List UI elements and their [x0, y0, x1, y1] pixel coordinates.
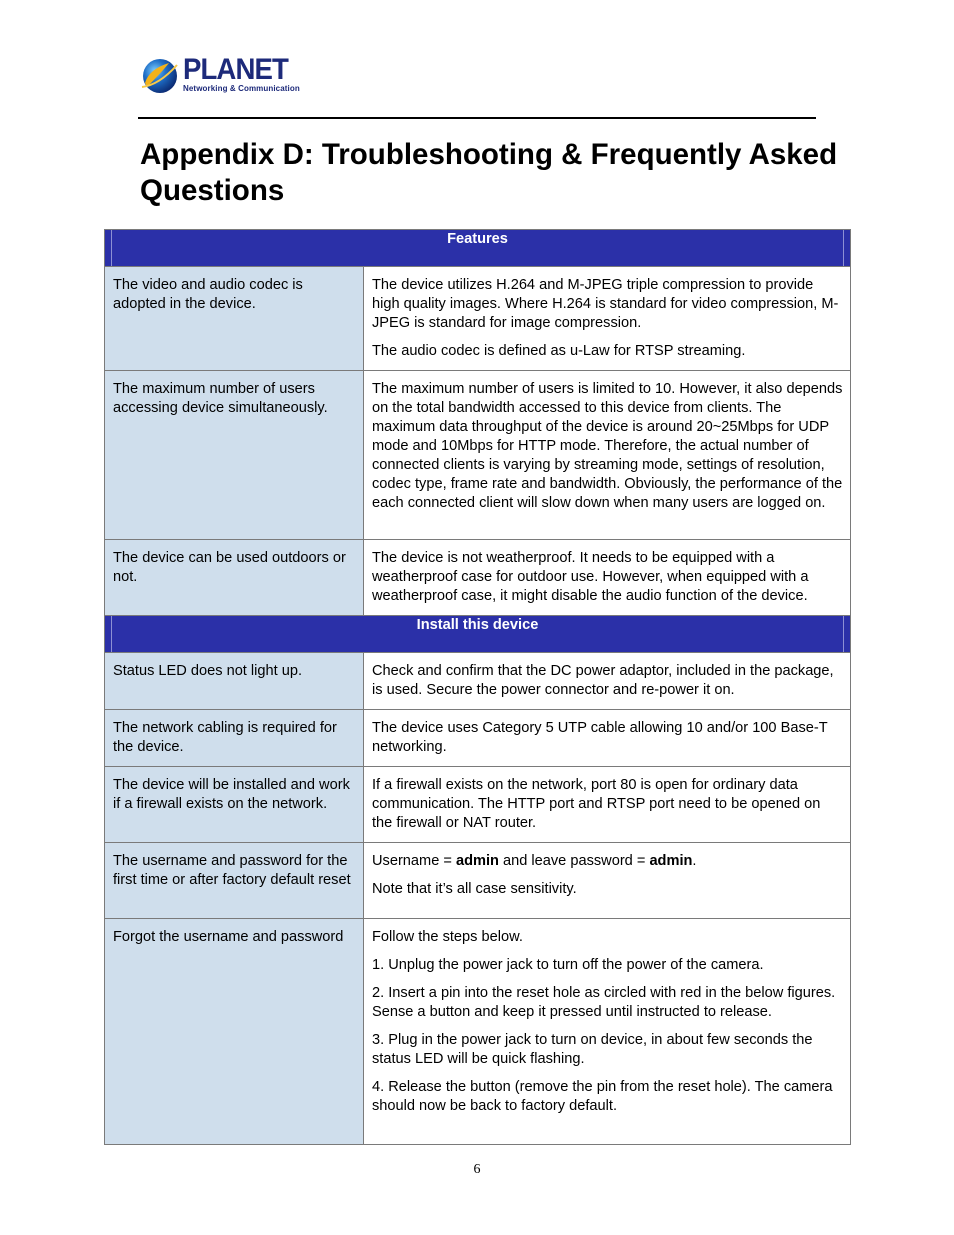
answer-cell	[364, 540, 851, 616]
answer-text: 3. Plug in the power jack to turn on device, in about few seconds the status LED will be quick flashing.	[372, 1032, 813, 1067]
answer-text: The device utilizes H.264 and M-JPEG triple compression to provide high quality images. Where H.264 is standard for video compression, M-JPEG is standard for image compression.	[372, 277, 839, 331]
table-row	[105, 267, 851, 371]
table-row	[105, 710, 851, 767]
section-heading: Install this device	[105, 616, 851, 653]
password-value: admin	[649, 853, 693, 869]
answer-cell	[364, 843, 851, 919]
credentials-suffix: .	[692, 853, 697, 869]
answer-text: 1. Unplug the power jack to turn off the power of the camera.	[372, 957, 764, 973]
section-heading: Features	[105, 230, 851, 267]
page-title: Appendix D: Troubleshooting & Frequently Asked Questions	[140, 138, 838, 207]
answer-cell	[364, 371, 851, 540]
table-row	[105, 371, 851, 540]
question-cell: The device will be installed and work if a firewall exists on the network.	[105, 767, 364, 843]
answer-text: The maximum number of users is limited to 10. However, it also depends on the total bandwidth accessed to this device from clients. The maximum data throughput of the device is around 20~25Mbps for UDP mode and 10Mbps for HTTP mode. Therefore, the actual number of connected clients is varying by streaming mode, settings of resolution, codec type, frame rate and bandwidth. Obviously, the performance of the each connected client will slow down when many users are logged on.	[372, 381, 843, 511]
answer-text: The audio codec is defined as u-Law for RTSP streaming.	[372, 343, 746, 359]
answer-text: Note that it’s all case sensitivity.	[372, 881, 577, 897]
table-row	[105, 653, 851, 710]
answer-text: 4. Release the button (remove the pin from the reset hole). The camera should now be back to factory default.	[372, 1079, 833, 1114]
section-header-row	[105, 230, 851, 267]
answer-text: The device uses Category 5 UTP cable allowing 10 and/or 100 Base-T networking.	[372, 720, 828, 755]
header-rule	[138, 117, 816, 119]
answer-text: 2. Insert a pin into the reset hole as circled with red in the below figures. Sense a button and keep it pressed until instructed to release.	[372, 985, 836, 1020]
section-header-row	[105, 616, 851, 653]
answer-text: If a firewall exists on the network, port 80 is open for ordinary data communication. The HTTP port and RTSP port need to be opened on the firewall or NAT router.	[372, 777, 821, 831]
faq-table	[104, 229, 851, 1145]
page-number: 6	[473, 1162, 481, 1177]
answer-text: The device is not weatherproof. It needs to be equipped with a weatherproof case for outdoor use. However, when equipped with a weatherproof case, it might disable the audio function of the device.	[372, 550, 809, 604]
username-prefix: Username =	[372, 853, 456, 869]
table-row	[105, 843, 851, 919]
table-row	[105, 919, 851, 1145]
question-cell: The username and password for the first time or after factory default reset	[105, 843, 364, 919]
answer-text: Follow the steps below.	[372, 929, 523, 945]
question-cell: Forgot the username and password	[105, 919, 364, 1145]
username-value: admin	[455, 853, 499, 869]
brand-tagline: Networking & Communication	[183, 84, 300, 93]
answer-cell	[364, 919, 851, 1145]
answer-cell	[364, 710, 851, 767]
globe-icon	[139, 55, 181, 95]
question-cell: The maximum number of users accessing device simultaneously.	[105, 371, 364, 540]
answer-cell	[364, 267, 851, 371]
answer-text: Check and confirm that the DC power adaptor, included in the package, is used. Secure the power connector and re-power it on.	[372, 663, 834, 698]
answer-cell	[364, 767, 851, 843]
planet-logo	[139, 54, 299, 96]
table-row	[105, 767, 851, 843]
question-cell: Status LED does not light up.	[105, 653, 364, 710]
question-cell: The network cabling is required for the device.	[105, 710, 364, 767]
answer-cell	[364, 653, 851, 710]
question-cell: The video and audio codec is adopted in the device.	[105, 267, 364, 371]
brand-name: PLANET	[183, 53, 288, 86]
question-cell: The device can be used outdoors or not.	[105, 540, 364, 616]
credentials-text	[372, 852, 843, 871]
table-row	[105, 540, 851, 616]
credentials-middle: and leave password =	[498, 853, 650, 869]
